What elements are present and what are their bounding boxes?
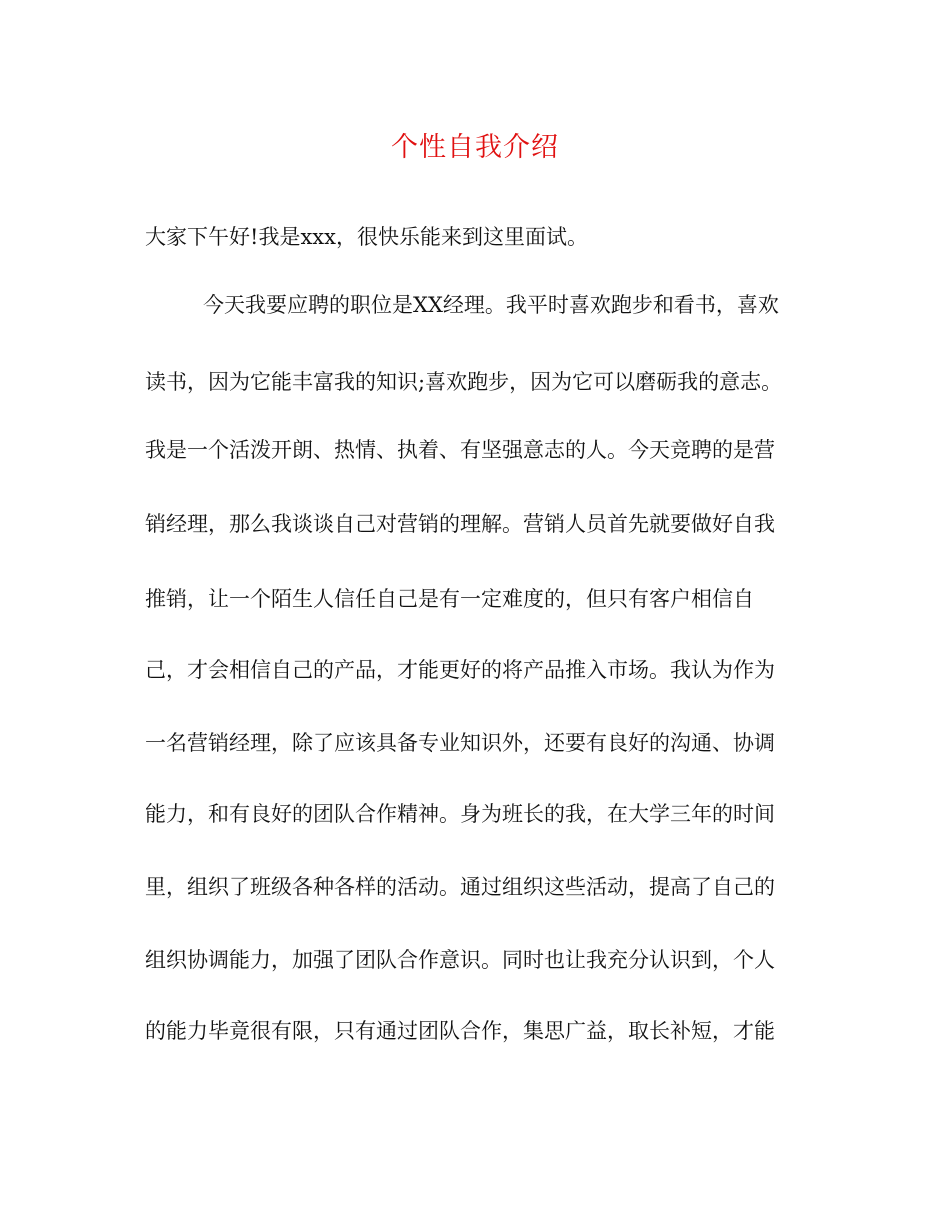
document-title: 个性自我介绍	[391, 132, 559, 163]
paragraph-line-3: 我是一个活泼开朗、热情、执着、有坚强意志的人。今天竞聘的是营	[145, 438, 775, 462]
paragraph-line-4: 销经理，那么我谈谈自己对营销的理解。营销人员首先就要做好自我	[145, 512, 775, 536]
paragraph-line-5: 推销，让一个陌生人信任自己是有一定难度的，但只有客户相信自	[145, 587, 754, 611]
paragraph-line-8: 能力，和有良好的团队合作精神。身为班长的我，在大学三年的时间	[145, 802, 775, 826]
paragraph-line-1: 今天我要应聘的职位是XX经理。我平时喜欢跑步和看书，喜欢	[203, 293, 779, 317]
paragraph-line-6: 己，才会相信自己的产品，才能更好的将产品推入市场。我认为作为	[145, 658, 775, 682]
paragraph-line-11: 的能力毕竟很有限，只有通过团队合作，集思广益，取长补短，才能	[145, 1019, 775, 1043]
paragraph-line-7: 一名营销经理，除了应该具备专业知识外，还要有良好的沟通、协调	[145, 731, 775, 755]
paragraph-line-10: 组织协调能力，加强了团队合作意识。同时也让我充分认识到，个人	[145, 948, 775, 972]
paragraph-line-9: 里，组织了班级各种各样的活动。通过组织这些活动，提高了自己的	[145, 875, 775, 899]
greeting-line: 大家下午好!我是xxx，很快乐能来到这里面试。	[145, 225, 588, 249]
paragraph-line-2: 读书，因为它能丰富我的知识;喜欢跑步，因为它可以磨砺我的意志。	[145, 370, 783, 394]
